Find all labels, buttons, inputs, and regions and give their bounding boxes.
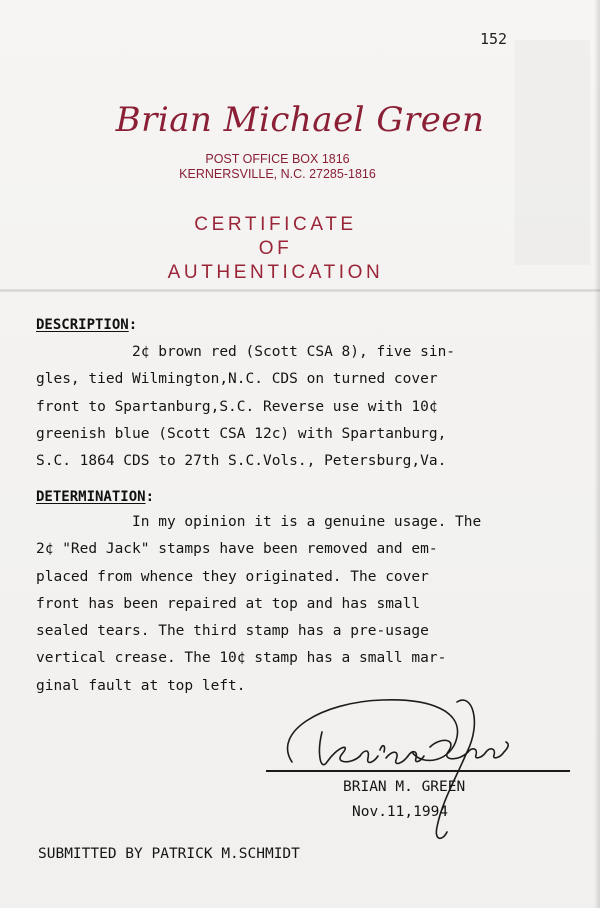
signer-name: BRIAN M. GREEN bbox=[343, 779, 466, 795]
description-line: front to Spartanburg,S.C. Reverse use with 10¢ bbox=[36, 398, 438, 415]
page-number: 152 bbox=[480, 30, 508, 48]
determination-heading-text: DETERMINATION bbox=[36, 489, 146, 505]
description-heading-text: DESCRIPTION bbox=[36, 317, 129, 333]
determination-heading bbox=[36, 489, 154, 505]
determination-line: sealed tears. The third stamp has a pre-usage bbox=[36, 623, 429, 640]
signature-line bbox=[266, 770, 570, 772]
letterhead-address-line1: POST OFFICE BOX 1816 bbox=[205, 152, 350, 166]
description-line: S.C. 1864 CDS to 27th S.C.Vols., Petersburg,Va. bbox=[36, 453, 447, 470]
description-line: 2¢ brown red (Scott CSA 8), five sin- bbox=[36, 344, 456, 360]
determination-heading-colon: : bbox=[145, 489, 155, 505]
certificate-title-line1: CERTIFICATE bbox=[194, 214, 357, 235]
determination-line: ginal fault at top left. bbox=[36, 677, 246, 694]
certificate-title-line3: AUTHENTICATION bbox=[167, 262, 384, 283]
paper-fold-line bbox=[0, 289, 600, 292]
determination-line: front has been repaired at top and has small bbox=[36, 595, 421, 612]
determination-body bbox=[36, 509, 576, 700]
description-heading bbox=[36, 317, 137, 333]
description-body bbox=[36, 339, 576, 475]
submitted-by: SUBMITTED BY PATRICK M.SCHMIDT bbox=[38, 846, 300, 862]
letterhead-name: Brian Michael Green bbox=[115, 100, 485, 140]
letterhead-address-line2: KERNERSVILLE, N.C. 27285-1816 bbox=[179, 167, 376, 181]
description-heading-colon: : bbox=[128, 317, 138, 333]
description-line: gles, tied Wilmington,N.C. CDS on turned cover bbox=[36, 371, 438, 388]
determination-line: vertical crease. The 10¢ stamp has a small mar- bbox=[36, 650, 447, 667]
signature-date: Nov.11,1994 bbox=[352, 804, 449, 820]
certificate-title-line2: OF bbox=[258, 238, 293, 259]
determination-line: In my opinion it is a genuine usage. The bbox=[36, 514, 482, 530]
determination-line: placed from whence they originated. The cover bbox=[36, 568, 429, 585]
description-line: greenish blue (Scott CSA 12c) with Spartanburg, bbox=[36, 425, 447, 442]
determination-line: 2¢ "Red Jack" stamps have been removed and em- bbox=[36, 541, 438, 558]
